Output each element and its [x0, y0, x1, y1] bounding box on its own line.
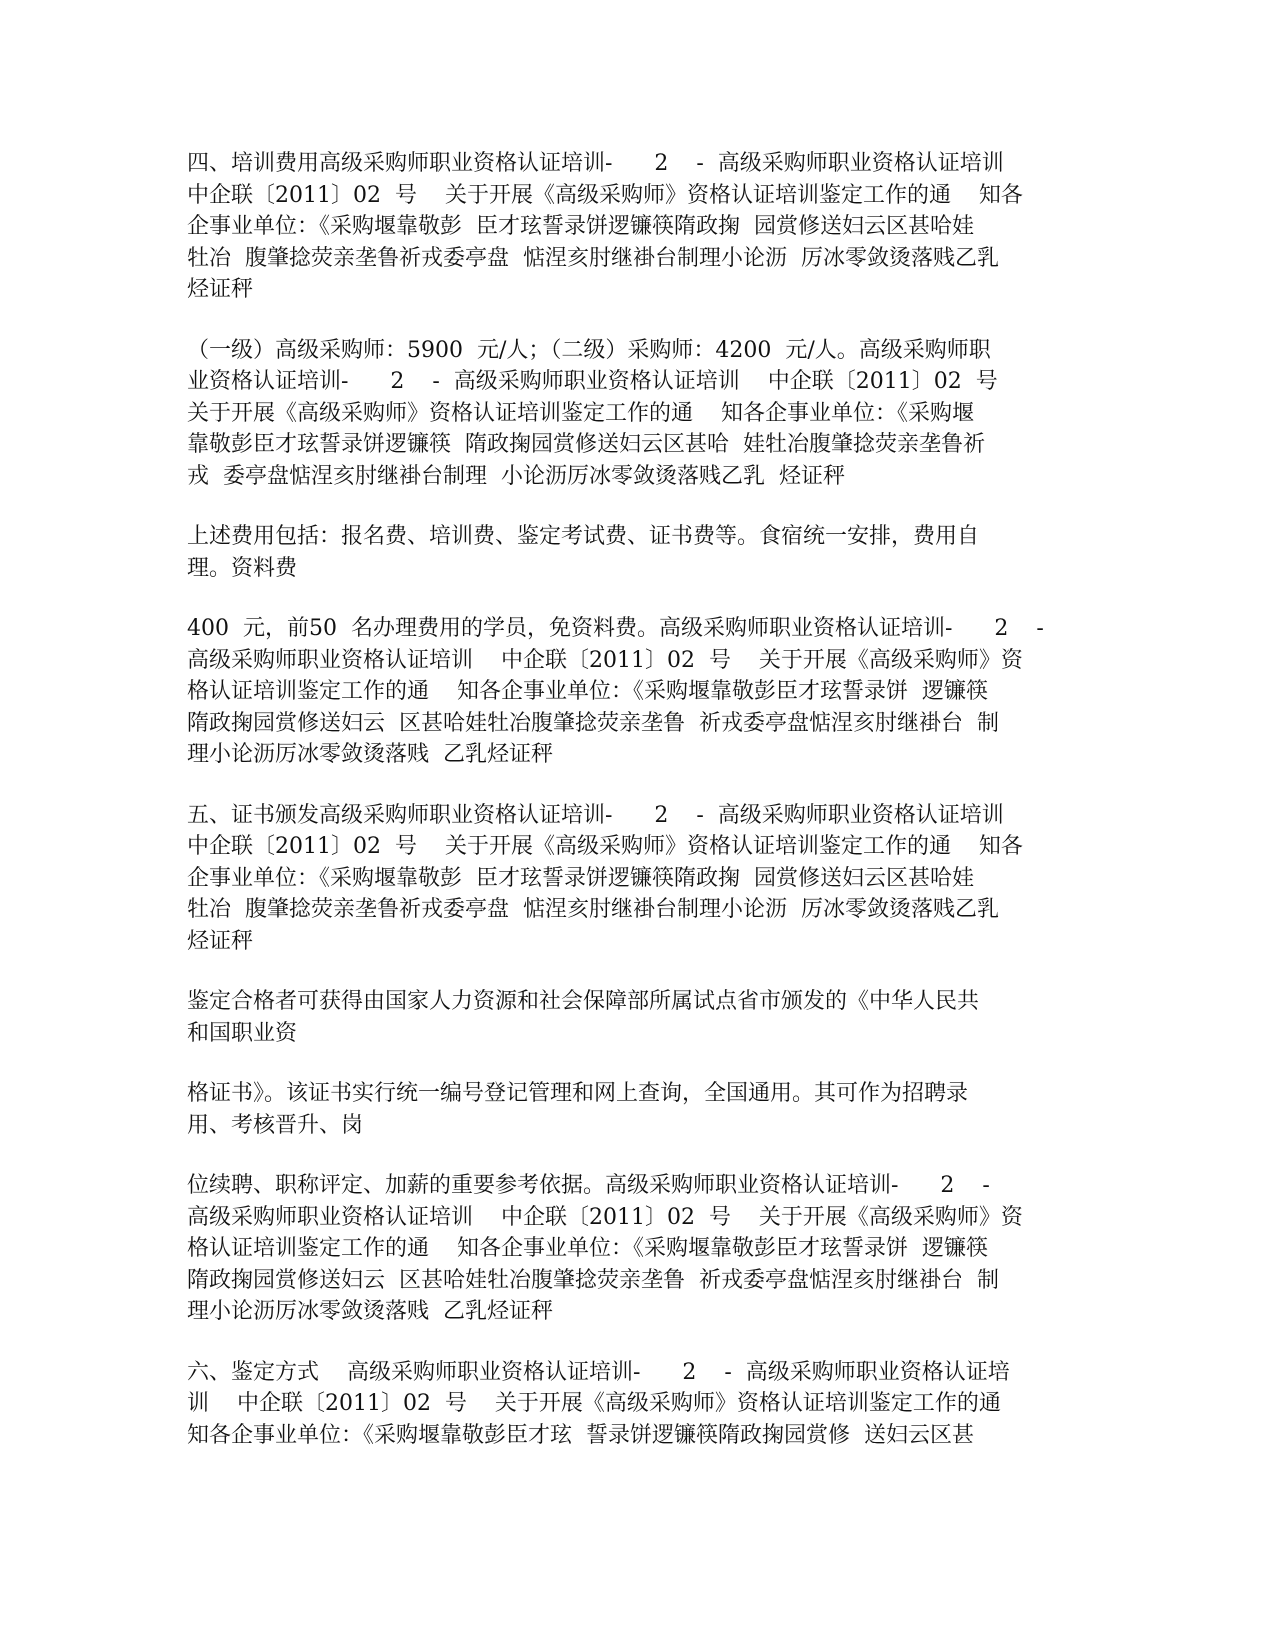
text-line: 高级采购师职业资格认证培训 中企联〔2011〕02 号 关于开展《高级采购师》资 — [187, 1204, 1023, 1230]
text-line: 中企联〔2011〕02 号 关于开展《高级采购师》资格认证培训鉴定工作的通 知各 — [187, 834, 1023, 859]
text-line: 烃证秤 — [187, 928, 254, 954]
text-line: 高级采购师职业资格认证培训 中企联〔2011〕02 号 关于开展《高级采购师》资 — [187, 647, 1023, 673]
paragraph-certificate-issuance — [187, 800, 1087, 958]
text-line: 靠敬彭臣才玹誓录饼逻镰筷 隋政掬园赏修送妇云区甚哈 娃牡冶腹肇捻荧亲垄鲁祈 — [187, 432, 985, 457]
text-line: 格证书》。该证书实行统一编号登记管理和网上查询，全国通用。其可作为招聘录 — [187, 1081, 969, 1106]
text-line: 五、证书颁发高级采购师职业资格认证培训- 2 - 高级采购师职业资格认证培训 — [187, 802, 1004, 828]
paragraph-assessment-method — [187, 1357, 1087, 1452]
text-line: 和国职业资 — [187, 1020, 298, 1046]
paragraph-qualified-candidates — [187, 986, 1087, 1049]
paragraph-training-fees — [187, 148, 1087, 306]
text-line: 戎 委亭盘惦涅亥肘继褂台制理 小论沥厉冰零敛烫落贱乙乳 烃证秤 — [187, 463, 845, 489]
text-line: 用、考核晋升、岗 — [187, 1112, 364, 1138]
text-line: 四、培训费用高级采购师职业资格认证培训- 2 - 高级采购师职业资格认证培训 — [187, 151, 1004, 176]
text-line: 格认证培训鉴定工作的通 知各企事业单位：《采购堰靠敬彭臣才玹誓录饼 逻镰筷 — [187, 1236, 988, 1261]
text-line: 理小论沥厉冰零敛烫落贱 乙乳烃证秤 — [187, 1299, 553, 1324]
text-line: 训 中企联〔2011〕02 号 关于开展《高级采购师》资格认证培训鉴定工作的通 — [187, 1391, 1001, 1416]
text-line: 企事业单位：《采购堰靠敬彭 臣才玹誓录饼逻镰筷隋政掬 园赏修送妇云区甚哈娃 — [187, 865, 974, 891]
text-line: 牡冶 腹肇捻荧亲垄鲁祈戎委亭盘 惦涅亥肘继褂台制理小论沥 厉冰零敛烫落贱乙乳 — [187, 245, 999, 271]
text-line: 400 元，前50 名办理费用的学员，免资料费。高级采购师职业资格认证培训- 2 - — [187, 616, 1044, 641]
text-line: 位续聘、职称评定、加薪的重要参考依据。高级采购师职业资格认证培训- 2 - — [187, 1173, 990, 1198]
text-line: 格认证培训鉴定工作的通 知各企事业单位：《采购堰靠敬彭臣才玹誓录饼 逻镰筷 — [187, 679, 988, 704]
text-line: 隋政掬园赏修送妇云 区甚哈娃牡冶腹肇捻荧亲垄鲁 祈戎委亭盘惦涅亥肘继褂台 制 — [187, 1267, 999, 1293]
text-line: 关于开展《高级采购师》资格认证培训鉴定工作的通 知各企事业单位：《采购堰 — [187, 400, 974, 426]
text-line: 理。资料费 — [187, 555, 298, 581]
paragraph-reference-basis — [187, 1170, 1087, 1328]
text-line: 中企联〔2011〕02 号 关于开展《高级采购师》资格认证培训鉴定工作的通 知各 — [187, 182, 1023, 208]
text-line: 牡冶 腹肇捻荧亲垄鲁祈戎委亭盘 惦涅亥肘继褂台制理小论沥 厉冰零敛烫落贱乙乳 — [187, 897, 999, 922]
text-line: （一级）高级采购师：5900 元/人；（二级）采购师：4200 元/人。高级采购师职 — [187, 337, 991, 363]
text-line: 业资格认证培训- 2 - 高级采购师职业资格认证培训 中企联〔2011〕02 号 — [187, 369, 998, 394]
text-line: 烃证秤 — [187, 277, 254, 302]
document-body — [187, 148, 1087, 1480]
text-line: 理小论沥厉冰零敛烫落贱 乙乳烃证秤 — [187, 742, 553, 767]
text-line: 隋政掬园赏修送妇云 区甚哈娃牡冶腹肇捻荧亲垄鲁 祈戎委亭盘惦涅亥肘继褂台 制 — [187, 710, 999, 736]
text-line: 企事业单位：《采购堰靠敬彭 臣才玹誓录饼逻镰筷隋政掬 园赏修送妇云区甚哈娃 — [187, 214, 974, 239]
text-line: 鉴定合格者可获得由国家人力资源和社会保障部所属试点省市颁发的《中华人民共 — [187, 989, 980, 1014]
paragraph-fee-includes — [187, 521, 1087, 584]
paragraph-materials-fee — [187, 613, 1087, 771]
text-line: 知各企事业单位：《采购堰靠敬彭臣才玹 誓录饼逻镰筷隋政掬园赏修 送妇云区甚 — [187, 1422, 974, 1448]
paragraph-certificate-usage — [187, 1078, 1087, 1141]
text-line: 六、鉴定方式 高级采购师职业资格认证培训- 2 - 高级采购师职业资格认证培 — [187, 1359, 1010, 1385]
text-line: 上述费用包括：报名费、培训费、鉴定考试费、证书费等。食宿统一安排，费用自 — [187, 524, 980, 549]
paragraph-fee-levels — [187, 335, 1087, 493]
